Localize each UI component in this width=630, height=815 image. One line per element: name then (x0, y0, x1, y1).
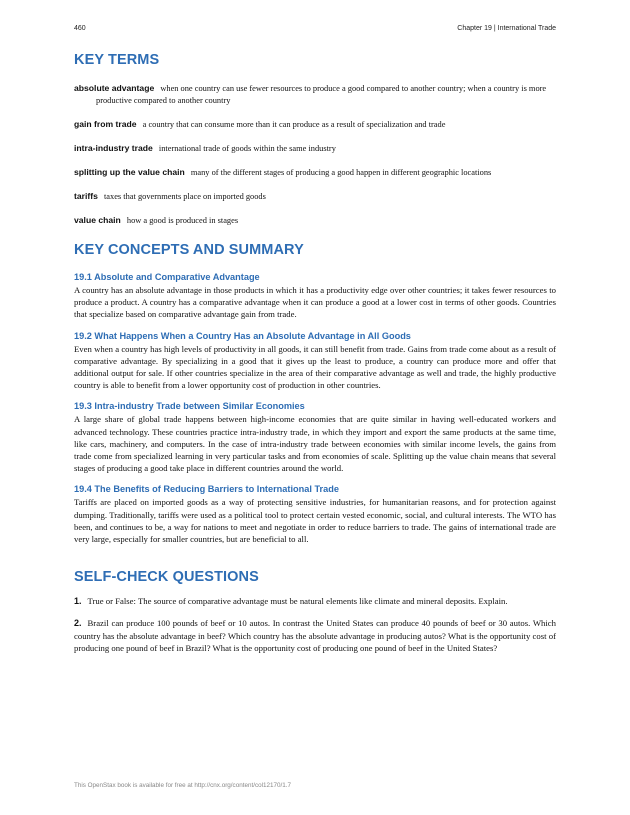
key-term-name: gain from trade (74, 119, 137, 129)
summary-section (74, 331, 556, 392)
question-number: 2. (74, 618, 82, 629)
key-term-item (74, 142, 556, 155)
summary-section-title: 19.2 What Happens When a Country Has an Absolute Advantage in All Goods (74, 330, 411, 341)
question-number: 1. (74, 596, 82, 607)
summary-section-title: 19.4 The Benefits of Reducing Barriers to International Trade (74, 484, 339, 495)
key-term-definition: how a good is produced in stages (126, 216, 239, 225)
question-text: Brazil can produce 100 pounds of beef or 10 autos. In contrast the United States can produce 40 pounds of beef or 30 autos. Which country has the absolute advantage in beef? Which country has the absolute advantage in producing autos? What is the opportunity cost of producing one pound of beef in Brazil? What is the opportunity cost of producing one pound of beef in the United States? (74, 618, 556, 653)
chapter-header: Chapter 19 | International Trade (457, 25, 556, 32)
page-content (74, 52, 556, 664)
key-term-definition: a country that can consume more than it can produce as a result of specialization and trade (142, 120, 446, 129)
key-terms-heading: KEY TERMS (74, 52, 160, 68)
self-check-heading: SELF-CHECK QUESTIONS (74, 569, 259, 586)
key-terms-list (74, 82, 556, 227)
key-term-name: tariffs (74, 191, 98, 201)
key-term-definition: taxes that governments place on imported goods (103, 192, 266, 201)
summary-heading: KEY CONCEPTS AND SUMMARY (74, 242, 304, 258)
self-check-question (74, 595, 556, 607)
summary-section-title: 19.1 Absolute and Comparative Advantage (74, 272, 260, 282)
summary-section (74, 484, 556, 545)
key-term-name: intra-industry trade (74, 143, 153, 153)
key-term-name: absolute advantage (74, 83, 155, 93)
key-term-name: splitting up the value chain (74, 167, 185, 177)
summary-section-text: A country has an absolute advantage in those products in which it has a productivity edge over other countries; it takes fewer resources to produce a product. A country has a comparative advantage when it can produce a good at a lower cost in terms of other goods. Countries that specialize based on comparative advantage gain from trade. (74, 285, 556, 320)
self-check-question (74, 617, 556, 654)
summary-section-text: A large share of global trade happens between high-income economies that are quite similar in having well-educated workers and advanced technology. These countries practice intra-industry trade, in which they import and export the same products at the same time, like cars, machinery, and computers. In the case of intra-industry trade between economies with similar income levels, the gains from trade come from specialized learning in very particular tasks and from economies of scale. Splitting up the value chain means that several stages of producing a good take place in different countries around the world. (74, 414, 556, 474)
page-number: 460 (74, 25, 86, 32)
summary-section-text: Even when a country has high levels of productivity in all goods, it can still benefit from trade. Gains from trade come about as a result of comparative advantage. By specializing in a good that it gives up the least to produce, a country can produce more and offer that additional output for sale. If other countries specialize in the area of their comparative advantage as well and trade, the highly productive country is able to benefit from a lower opportunity cost of production in other countries. (74, 343, 556, 391)
key-term-name: value chain (74, 215, 121, 225)
summary-section-title: 19.3 Intra-industry Trade between Similar Economies (74, 401, 305, 412)
summary-section (74, 272, 556, 321)
key-term-item (74, 190, 556, 203)
key-term-item (74, 166, 556, 179)
key-term-definition: when one country can use fewer resources to produce a good compared to another country; when a country is more productive compared to another country (96, 84, 547, 105)
summary-section (74, 401, 556, 474)
key-term-definition: international trade of goods within the same industry (158, 144, 336, 153)
key-term-definition: many of the different stages of producing a good happen in different geographic locations (190, 168, 492, 177)
key-term-item (74, 118, 556, 131)
page-footer: This OpenStax book is available for free at http://cnx.org/content/col12170/1.7 (74, 782, 292, 789)
summary-section-text: Tariffs are placed on imported goods as a way of protecting sensitive industries, for humanitarian reasons, and for protection against dumping. Traditionally, tariffs were used as a political tool to protect certain vested economic, social, and cultural interests. The WTO has been, and continues to be, a way for nations to meet and negotiate in order to reduce barriers to trade. The gains of international trade are very large, especially for smaller countries, but are beneficial to all. (74, 497, 556, 545)
key-term-item (74, 82, 556, 107)
key-term-item (74, 214, 556, 227)
question-text: True or False: The source of comparative advantage must be natural elements like climate and mineral deposits. Explain. (87, 596, 508, 607)
